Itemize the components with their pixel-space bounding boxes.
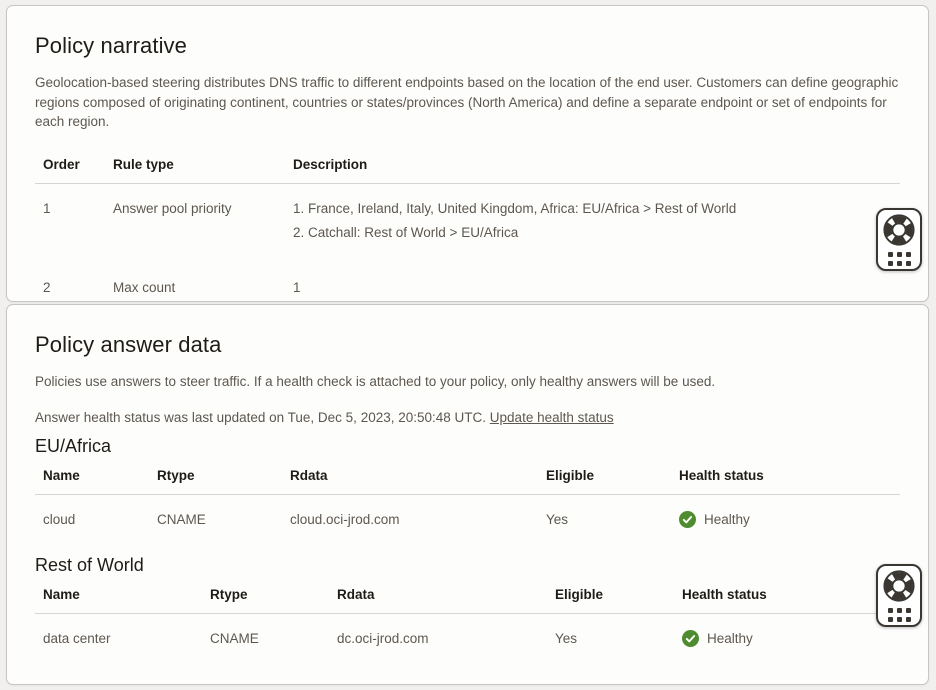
cell-health-status bbox=[671, 495, 900, 547]
policy-narrative-title: Policy narrative bbox=[35, 33, 187, 58]
health-status-text: Answer health status was last updated on Tue, Dec 5, 2023, 20:50:48 UTC. bbox=[35, 409, 487, 425]
health-status-line bbox=[35, 408, 900, 428]
rules-table-header-row bbox=[35, 148, 900, 184]
table-row bbox=[35, 495, 900, 547]
column-header-eligible: Eligible bbox=[538, 459, 671, 495]
cell-rdata: dc.oci-jrod.com bbox=[337, 631, 429, 646]
healthy-check-icon bbox=[682, 630, 699, 647]
answer-table-header-row bbox=[35, 459, 900, 495]
cell-name: cloud bbox=[43, 512, 76, 527]
cell-eligible: Yes bbox=[546, 512, 569, 527]
column-header-rdata: Rdata bbox=[282, 459, 538, 495]
column-header-name: Name bbox=[35, 578, 202, 614]
description-line: 1. France, Ireland, Italy, United Kingdom, Africa: EU/Africa > Rest of World bbox=[293, 200, 737, 216]
column-header-rtype: Rtype bbox=[202, 578, 329, 614]
cell-health-status bbox=[674, 614, 900, 666]
cell-rule-type: Answer pool priority bbox=[113, 200, 232, 216]
group-heading-rest-of-world: Rest of World bbox=[35, 555, 144, 575]
drag-handle-dots[interactable] bbox=[888, 252, 911, 266]
help-widget[interactable] bbox=[876, 564, 922, 627]
column-header-rdata: Rdata bbox=[329, 578, 547, 614]
answer-table-rest-of-world bbox=[35, 578, 900, 665]
healthy-check-icon bbox=[679, 511, 696, 528]
cell-order: 1 bbox=[43, 200, 51, 216]
cell-rdata: cloud.oci-jrod.com bbox=[290, 512, 400, 527]
description-line: 2. Catchall: Rest of World > EU/Africa bbox=[293, 224, 519, 240]
update-health-status-link[interactable]: Update health status bbox=[489, 409, 614, 425]
cell-rtype: CNAME bbox=[157, 512, 206, 527]
table-row bbox=[35, 263, 900, 303]
rules-table bbox=[35, 148, 900, 303]
health-status-badge bbox=[679, 510, 750, 529]
cell-description bbox=[285, 263, 900, 303]
column-header-name: Name bbox=[35, 459, 149, 495]
policy-answer-data-intro: Policies use answers to steer traffic. If a health check is attached to your policy, only healthy answers will be used. bbox=[35, 374, 716, 389]
health-status-badge bbox=[682, 629, 753, 648]
cell-eligible: Yes bbox=[555, 631, 578, 646]
cell-rule-type: Max count bbox=[113, 279, 176, 295]
drag-handle-dots[interactable] bbox=[888, 608, 911, 622]
column-header-health-status: Health status bbox=[671, 459, 900, 495]
cell-name: data center bbox=[43, 631, 111, 646]
policy-narrative-description: Geolocation-based steering distributes DNS traffic to different endpoints based on the location of the end user. Customers can define geographic regions composed of originating continent, countries or states/provinces (North America) and define a separate endpoint or set of endpoints for each region. bbox=[35, 75, 899, 129]
lifebuoy-icon bbox=[882, 569, 916, 603]
policy-narrative-card bbox=[6, 5, 929, 302]
cell-rtype: CNAME bbox=[210, 631, 259, 646]
column-header-description: Description bbox=[285, 148, 900, 184]
cell-order: 2 bbox=[43, 279, 51, 295]
column-header-rule-type: Rule type bbox=[105, 148, 285, 184]
column-header-order: Order bbox=[35, 148, 105, 184]
column-header-eligible: Eligible bbox=[547, 578, 674, 614]
cell-description bbox=[285, 183, 900, 263]
description-line: 1 bbox=[293, 279, 301, 295]
table-row bbox=[35, 183, 900, 263]
help-widget[interactable] bbox=[876, 208, 922, 271]
lifebuoy-icon bbox=[882, 213, 916, 247]
column-header-rtype: Rtype bbox=[149, 459, 282, 495]
group-heading-eu-africa: EU/Africa bbox=[35, 436, 112, 456]
answer-table-eu-africa bbox=[35, 459, 900, 546]
health-status-label: Healthy bbox=[704, 512, 750, 527]
policy-answer-data-card bbox=[6, 304, 929, 685]
policy-answer-data-title: Policy answer data bbox=[35, 332, 222, 357]
answer-table-header-row bbox=[35, 578, 900, 614]
health-status-label: Healthy bbox=[707, 631, 753, 646]
column-header-health-status: Health status bbox=[674, 578, 900, 614]
table-row bbox=[35, 614, 900, 666]
